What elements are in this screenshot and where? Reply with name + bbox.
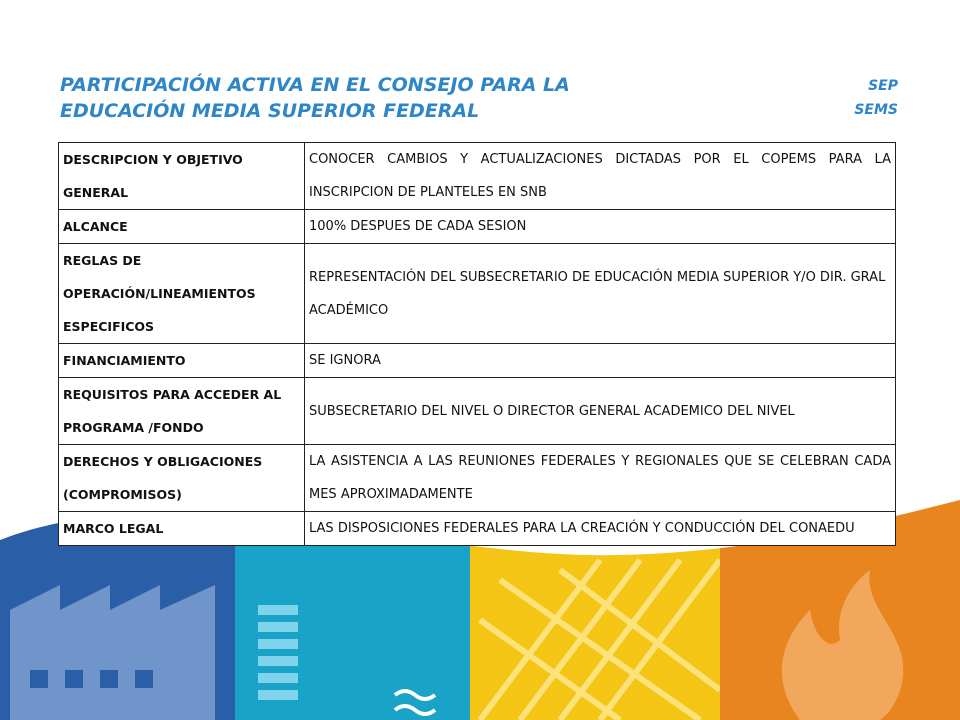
row-value: REPRESENTACIÓN DEL SUBSECRETARIO DE EDUCACIÓN MEDIA SUPERIOR Y/O DIR. GRAL ACADÉMICO: [305, 244, 896, 344]
title-line-1: PARTICIPACIÓN ACTIVA EN EL CONSEJO PARA LA: [60, 74, 570, 96]
row-label: REGLAS DE OPERACIÓN/LINEAMIENTOS ESPECIFICOS: [59, 244, 305, 344]
table-row: [59, 143, 896, 210]
row-label: FINANCIAMIENTO: [59, 344, 305, 378]
row-label: ALCANCE: [59, 210, 305, 244]
brand-sems: SEMS: [854, 102, 898, 118]
row-value: SE IGNORA: [305, 344, 896, 378]
row-label: MARCO LEGAL: [59, 512, 305, 546]
table-row: [59, 445, 896, 512]
row-value: CONOCER CAMBIOS Y ACTUALIZACIONES DICTADAS POR EL COPEMS PARA LA INSCRIPCION DE PLANTELES EN SNB: [305, 143, 896, 210]
brand-label: [854, 74, 898, 122]
row-value: SUBSECRETARIO DEL NIVEL O DIRECTOR GENERAL ACADEMICO DEL NIVEL: [305, 378, 896, 445]
row-value: LAS DISPOSICIONES FEDERALES PARA LA CREACIÓN Y CONDUCCIÓN DEL CONAEDU: [305, 512, 896, 546]
brand-sep: SEP: [868, 78, 898, 94]
row-label: DERECHOS Y OBLIGACIONES (COMPROMISOS): [59, 445, 305, 512]
table-row: [59, 244, 896, 344]
row-value: 100% DESPUES DE CADA SESION: [305, 210, 896, 244]
row-label: REQUISITOS PARA ACCEDER AL PROGRAMA /FONDO: [59, 378, 305, 445]
table-row: [59, 210, 896, 244]
table-row: [59, 344, 896, 378]
program-info-table: [58, 142, 896, 546]
row-value: LA ASISTENCIA A LAS REUNIONES FEDERALES Y REGIONALES QUE SE CELEBRAN CADA MES APROXIMADAMENTE: [305, 445, 896, 512]
page-title: [60, 72, 620, 124]
table-row: [59, 378, 896, 445]
row-label: DESCRIPCION Y OBJETIVO GENERAL: [59, 143, 305, 210]
title-line-2: EDUCACIÓN MEDIA SUPERIOR FEDERAL: [60, 100, 480, 122]
table-row: [59, 512, 896, 546]
